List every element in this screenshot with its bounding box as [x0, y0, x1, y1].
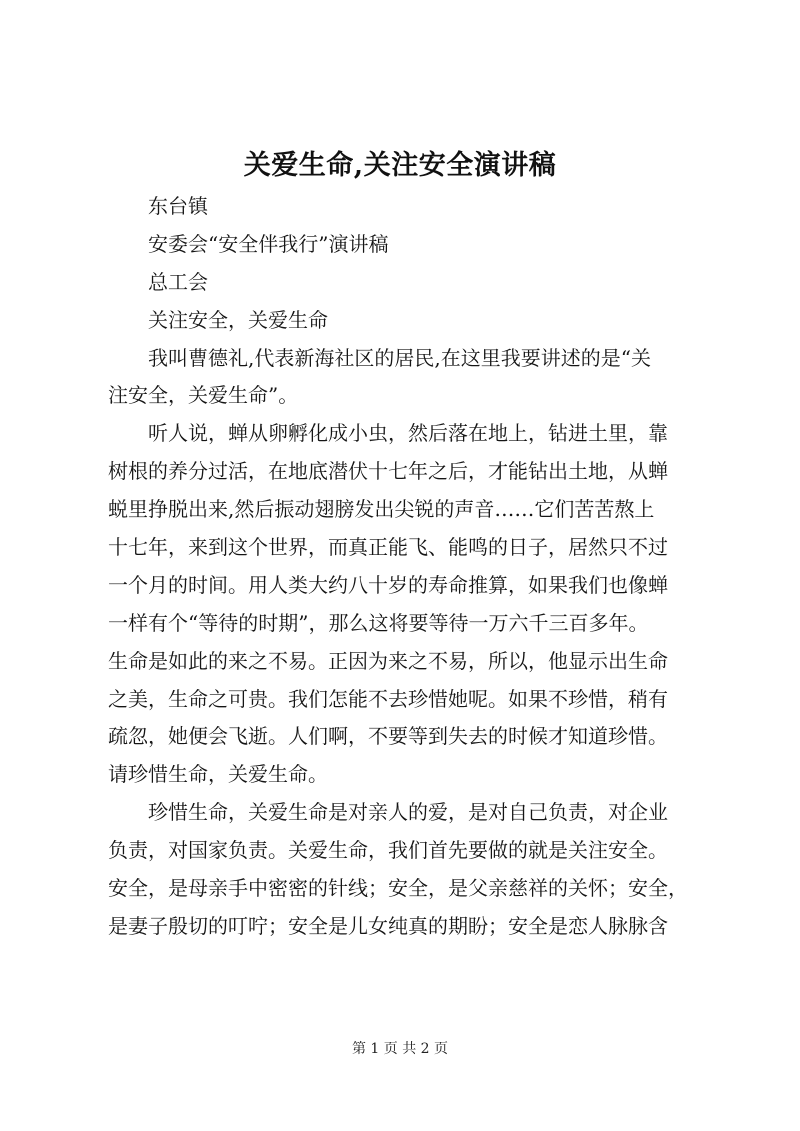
- text-line: 安全，是母亲手中密密的针线；安全，是父亲慈祥的关怀；安全，: [108, 876, 688, 901]
- text-line: 注安全，关爱生命”。: [108, 383, 299, 408]
- text-line: 疏忽，她便会飞逝。人们啊，不要等到失去的时候才知道珍惜。: [108, 724, 668, 749]
- text-line: 关注安全，关爱生命: [148, 307, 328, 332]
- text-line: 珍惜生命，关爱生命是对亲人的爱，是对自己负责，对企业: [148, 800, 668, 825]
- text-line: 树根的养分过活，在地底潜伏十七年之后，才能钻出土地，从蝉: [108, 459, 668, 484]
- text-line: 之美，生命之可贵。我们怎能不去珍惜她呢。如果不珍惜，稍有: [108, 686, 668, 711]
- text-line: 安委会“安全伴我行”演讲稿: [148, 231, 389, 256]
- text-line: 蜕里挣脱出来,然后振动翅膀发出尖锐的声音……它们苦苦熬上: [108, 497, 655, 522]
- text-line: 十七年，来到这个世界，而真正能飞、能鸣的日子，居然只不过: [108, 535, 668, 560]
- text-line: 负责，对国家负责。关爱生命，我们首先要做的就是关注安全。: [108, 838, 668, 863]
- text-line: 东台镇: [148, 194, 208, 218]
- text-line: 是妻子殷切的叮咛；安全是儿女纯真的期盼；安全是恋人脉脉含: [108, 913, 668, 938]
- document-body: [108, 188, 714, 946]
- text-line: 一个月的时间。用人类大约八十岁的寿命推算，如果我们也像蝉: [108, 572, 668, 597]
- document-title: 关爱生命,关注安全演讲稿: [243, 150, 557, 181]
- text-line: 我叫曹德礼,代表新海社区的居民,在这里我要讲述的是“关: [148, 345, 651, 370]
- page-number-footer: 第 1 页 共 2 页: [351, 1041, 449, 1057]
- text-line: 听人说，蝉从卵孵化成小虫，然后落在地上，钻进土里，靠: [148, 421, 668, 446]
- text-line: 请珍惜生命，关爱生命。: [108, 762, 328, 787]
- text-line: 生命是如此的来之不易。正因为来之不易，所以，他显示出生命: [108, 648, 668, 673]
- text-line: 一样有个“等待的时期”，那么这将要等待一万六千三百多年。: [108, 610, 649, 635]
- text-line: 总工会: [148, 269, 208, 294]
